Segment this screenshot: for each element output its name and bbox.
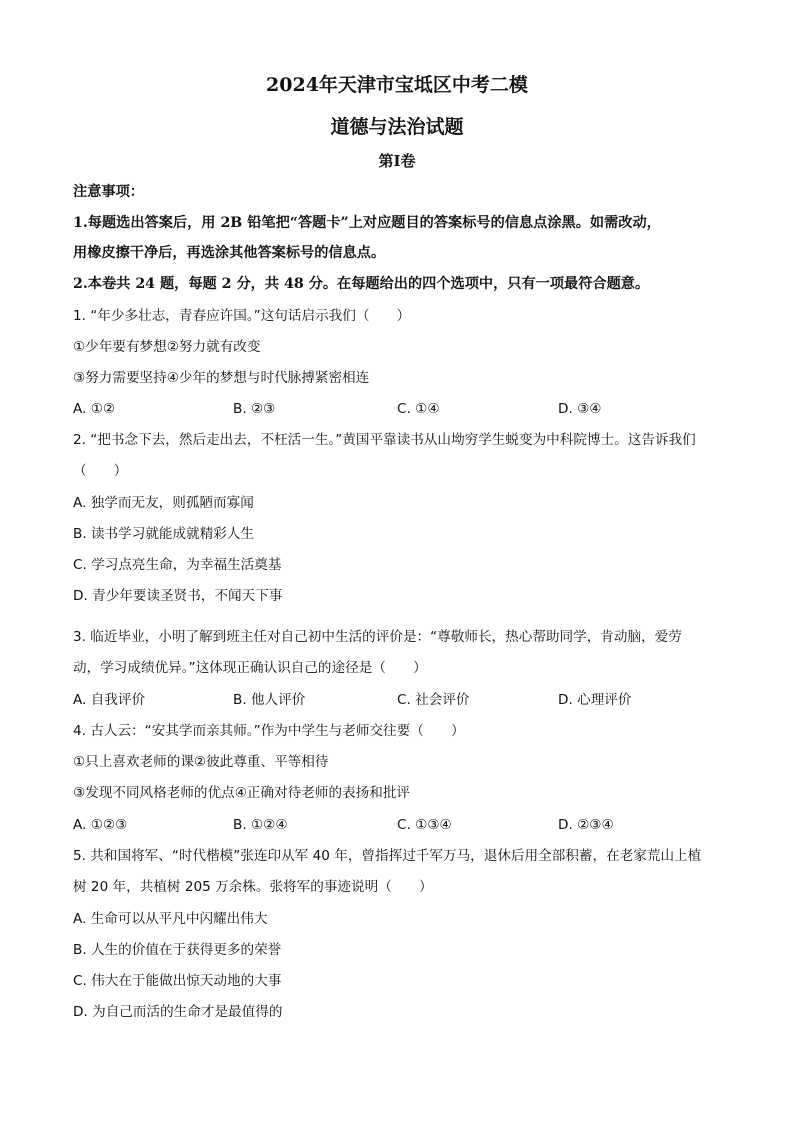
q4-statement-2: ③发现不同风格老师的优点④正确对待老师的表扬和批评 bbox=[73, 785, 411, 801]
q3-option-c[interactable]: C. 社会评价 bbox=[397, 692, 470, 708]
q2-option-b[interactable]: B. 读书学习就能成就精彩人生 bbox=[73, 526, 255, 542]
q1-statement-1: ①少年要有梦想②努力就有改变 bbox=[73, 339, 261, 355]
q2-option-d[interactable]: D. 青少年要读圣贤书，不闻天下事 bbox=[73, 588, 283, 604]
q4-option-c[interactable]: C. ①③④ bbox=[397, 817, 452, 833]
q5-option-c[interactable]: C. 伟大在于能做出惊天动地的大事 bbox=[73, 973, 282, 989]
q3-option-d[interactable]: D. 心理评价 bbox=[558, 692, 632, 708]
q3-option-a[interactable]: A. 自我评价 bbox=[73, 692, 146, 708]
notice-heading: 注意事项： bbox=[73, 184, 144, 200]
q4-option-a[interactable]: A. ①②③ bbox=[73, 817, 128, 833]
q5-stem-line-2: 树 20 年，共植树 205 万余株。张将军的事迹说明（ ） bbox=[73, 879, 433, 895]
notice-item-1-line-1: 1.每题选出答案后，用 2B 铅笔把“答题卡”上对应题目的答案标号的信息点涂黑。如需改动， bbox=[73, 215, 661, 231]
q1-option-a[interactable]: A. ①② bbox=[73, 401, 116, 417]
notice-item-2: 2.本卷共 24 题，每题 2 分，共 48 分。在每题给出的四个选项中，只有一项最符合题意。 bbox=[73, 276, 650, 292]
q1-option-d[interactable]: D. ③④ bbox=[558, 401, 602, 417]
q3-option-b[interactable]: B. 他人评价 bbox=[233, 692, 306, 708]
q1-option-b[interactable]: B. ②③ bbox=[233, 401, 276, 417]
q3-stem-line-1: 3. 临近毕业，小明了解到班主任对自己初中生活的评价是：“尊敬师长，热心帮助同学，肯动脑，爱劳 bbox=[73, 629, 682, 645]
q5-option-d[interactable]: D. 为自己而活的生命才是最值得的 bbox=[73, 1004, 283, 1020]
q3-stem-line-2: 动，学习成绩优异。”这体现正确认识自己的途径是（ ） bbox=[73, 660, 427, 676]
q2-option-a[interactable]: A. 独学而无友，则孤陋而寡闻 bbox=[73, 495, 254, 511]
q4-statement-1: ①只上喜欢老师的课②彼此尊重、平等相待 bbox=[73, 754, 329, 770]
q2-option-c[interactable]: C. 学习点亮生命，为幸福生活奠基 bbox=[73, 557, 282, 573]
q2-stem-line-1: 2. “把书念下去，然后走出去，不枉活一生。”黄国平靠读书从山坳穷学生蜕变为中科院博士。这告诉我们 bbox=[73, 432, 696, 448]
notice-item-1-line-2: 用橡皮擦干净后，再选涂其他答案标号的信息点。 bbox=[73, 245, 386, 261]
q5-option-a[interactable]: A. 生命可以从平凡中闪耀出伟大 bbox=[73, 911, 268, 927]
q1-option-c[interactable]: C. ①④ bbox=[397, 401, 440, 417]
q5-option-b[interactable]: B. 人生的价值在于获得更多的荣誉 bbox=[73, 942, 282, 958]
volume-label: 第Ⅰ卷 bbox=[378, 152, 416, 170]
q2-stem-line-2: （ ） bbox=[73, 463, 128, 479]
exam-subtitle: 道德与法治试题 bbox=[330, 116, 464, 138]
q4-option-d[interactable]: D. ②③④ bbox=[558, 817, 614, 833]
q4-option-b[interactable]: B. ①②④ bbox=[233, 817, 288, 833]
q5-stem-line-1: 5. 共和国将军、“时代楷模”张连印从军 40 年，曾指挥过千军万马，退休后用全部积蓄，在老家荒山上植 bbox=[73, 848, 702, 864]
q1-statement-2: ③努力需要坚持④少年的梦想与时代脉搏紧密相连 bbox=[73, 370, 370, 386]
q1-stem: 1. “年少多壮志，青春应许国。”这句话启示我们（ ） bbox=[73, 308, 411, 324]
q4-stem: 4. 古人云：“安其学而亲其师。”作为中学生与老师交往要（ ） bbox=[73, 723, 465, 739]
exam-title: 2024年天津市宝坻区中考二模 bbox=[266, 74, 528, 96]
